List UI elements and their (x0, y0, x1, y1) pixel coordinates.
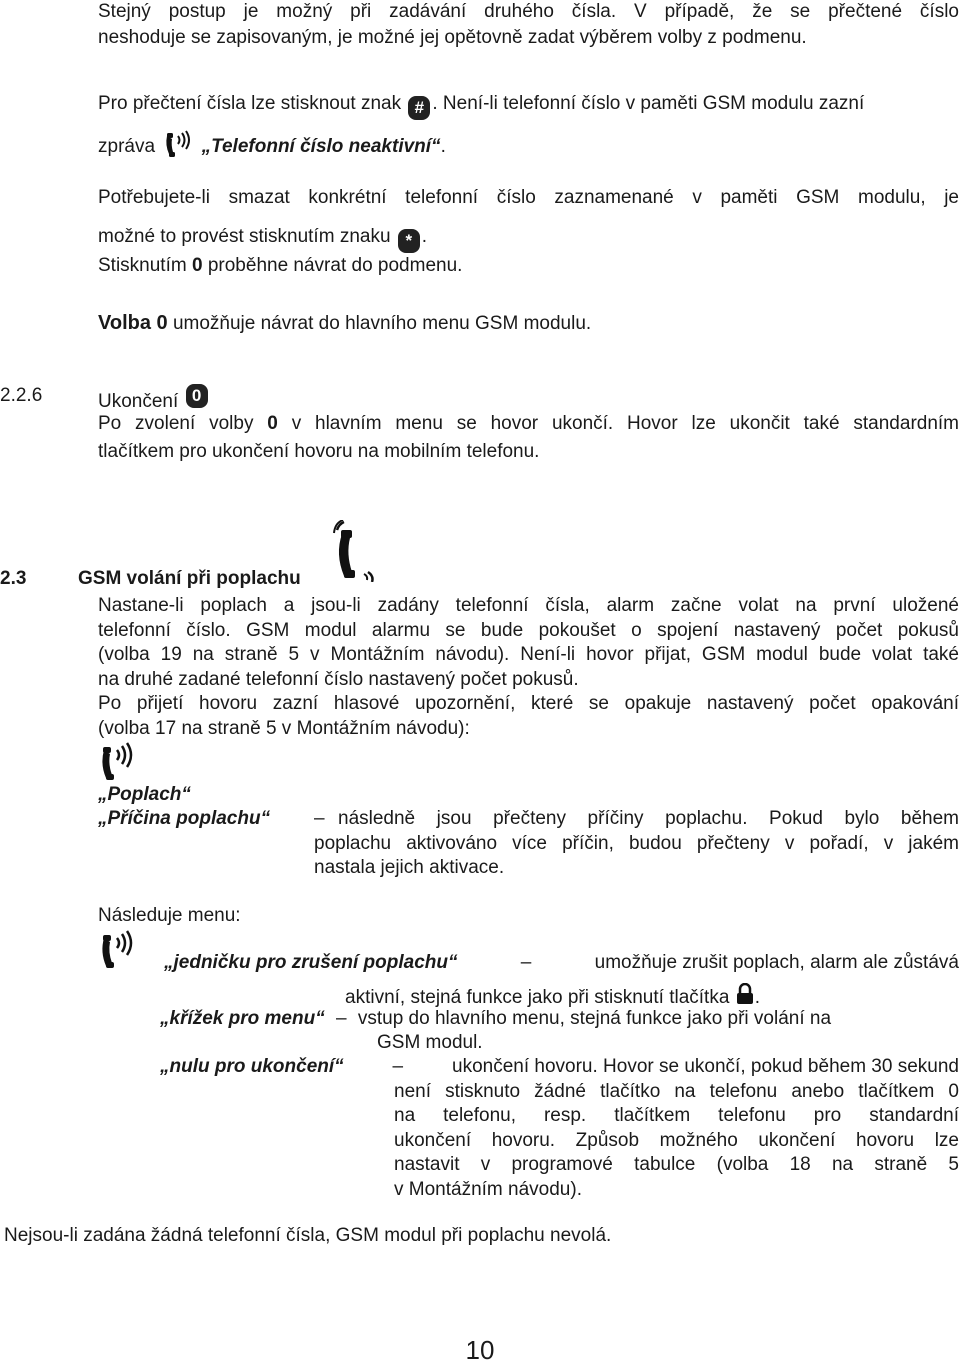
section-226-key: 0 (267, 413, 278, 434)
delete-paragraph-line-2 (98, 225, 959, 253)
hash-key-icon: # (408, 96, 430, 120)
menu-item-zero-line-4: ukončení hovoru. Způsob možného ukončení hovoru lze (394, 1129, 959, 1151)
message-end: . (440, 136, 446, 157)
cause-line-1: následně jsou přečteny příčiny poplachu. Pokud bylo během (338, 808, 959, 829)
volba-text: umožňuje návrat do hlavního menu GSM modulu. (172, 313, 592, 334)
message-text: „Telefonní číslo neaktivní“ (201, 136, 441, 157)
hash-paragraph-line-2 (98, 130, 959, 160)
hash-paragraph-text: Pro přečtení čísla lze stisknout znak (98, 93, 402, 114)
menu-item-zero-dash: – (392, 1056, 404, 1077)
menu-item-cancel-line-2: aktivní, stejná funkce jako při stisknutí tlačítka (345, 987, 730, 1008)
section-23-p2-line-1: Po přijetí hovoru zazní hlasové upozornění, které se opakuje nastavený počet opakování (98, 693, 959, 714)
menu-item-hash-line-2: GSM modul. (377, 1032, 483, 1053)
cause-label: „Příčina poplachu“ (98, 808, 271, 829)
menu-item-cancel-label: „jedničku pro zrušení poplachu“ (164, 952, 458, 973)
cause-line-2: poplachu aktivováno více příčin, budou přečteny v pořadí, v jakém (314, 832, 959, 854)
section-226-line-1 (98, 412, 959, 437)
return-key-zero: 0 (191, 255, 203, 276)
menu-item-zero-line-1: ukončení hovoru. Hovor se ukončí, pokud během 30 sekund (452, 1056, 959, 1077)
volba-paragraph (98, 311, 959, 337)
footer-note: Nejsou-li zadána žádná telefonní čísla, GSM modul při poplachu nevolá. (4, 1225, 612, 1246)
speaking-phone-icon (100, 742, 136, 782)
section-226-text-c: v hlavním menu se hovor ukončí. Hovor lze ukončit také standardním (291, 413, 960, 434)
menu-item-cancel-end: . (754, 987, 760, 1008)
menu-item-hash-line-1: vstup do hlavního menu, stejná funkce jako při volání na (357, 1008, 832, 1029)
message-prefix: zpráva (98, 136, 156, 157)
delete-paragraph-line-3 (98, 254, 959, 279)
section-226-text-a: Po zvolení volby (98, 413, 254, 434)
menu-item-zero-label: „nulu pro ukončení“ (160, 1056, 344, 1077)
intro-line-2: neshoduje se zapisovaným, je možné jej opětovně zadat výběrem volby z podmenu. (98, 27, 807, 48)
return-text-a: Stisknutím (98, 255, 187, 276)
section-226-line-2: tlačítkem pro ukončení hovoru na mobilním telefonu. (98, 441, 540, 462)
cause-dash: – (314, 808, 325, 829)
menu-heading: Následuje menu: (98, 905, 241, 926)
section-226-title: Ukončení (98, 391, 179, 412)
section-23-title: GSM volání při poplachu (78, 568, 301, 589)
section-23-p2-line-2: (volba 17 na straně 5 v Montážním návodu): (98, 717, 470, 739)
cause-line-3: nastala jejich aktivace. (314, 857, 505, 878)
alarm-label: „Poplach“ (98, 784, 191, 805)
delete-paragraph-end: . (421, 226, 428, 247)
section-23-p1-line-4: na druhé zadané telefonní číslo nastavený počet pokusů. (98, 668, 579, 690)
star-key-icon: * (398, 229, 420, 253)
hash-paragraph-text-2: . Není-li telefonní číslo v paměti GSM modulu zazní (432, 93, 865, 114)
section-23-p1-line-1: Nastane-li poplach a jsou-li zadány telefonní čísla, alarm začne volat na první uložené (98, 595, 959, 616)
menu-item-cancel-line-1: umožňuje zrušit poplach, alarm ale zůstává (594, 952, 959, 973)
delete-paragraph-text: možné to provést stisknutím znaku (98, 226, 391, 247)
intro-line-1: Stejný postup je možný při zadávání druhého čísla. V případě, že se přečtené číslo (98, 1, 959, 22)
hash-paragraph-line-1 (98, 92, 959, 120)
menu-item-hash-label: „křížek pro menu“ (160, 1008, 325, 1029)
menu-item-zero-line-5: nastavit v programové tabulce (volba 18 na straně 5 (394, 1154, 959, 1175)
return-text-c: proběhne návrat do podmenu. (207, 255, 463, 276)
menu-item-hash-dash: – (336, 1008, 347, 1029)
ringing-phone-icon (332, 520, 380, 582)
page-number: 10 (465, 1335, 495, 1365)
section-23-p1-line-2: telefonní číslo. GSM modul alarmu se bude pokoušet o spojení nastavený počet pokusů (98, 619, 959, 641)
section-226-number: 2.2.6 (0, 385, 43, 406)
menu-item-cancel-alarm (164, 951, 959, 976)
speaking-phone-icon (100, 930, 136, 970)
section-23-p1-line-3: (volba 19 na straně 5 v Montážním návodu). Není-li hovor přijat, GSM modul bude volat také (98, 644, 959, 665)
menu-item-zero-end (160, 1055, 959, 1080)
menu-item-cancel-dash: – (520, 952, 532, 973)
menu-item-zero-line-6: v Montážním návodu). (394, 1178, 582, 1200)
menu-item-zero-line-3: na telefonu, resp. tlačítkem telefonu pro standardní (394, 1105, 959, 1126)
delete-paragraph-line-1: Potřebujete-li smazat konkrétní telefonní číslo zaznamenané v paměti GSM modulu, je (98, 187, 959, 208)
zero-key-icon: 0 (186, 384, 208, 408)
menu-item-hash-menu (160, 1007, 900, 1032)
section-226-heading (98, 384, 210, 415)
section-23-number: 2.3 (0, 568, 27, 589)
lock-icon (735, 983, 755, 1005)
volba-bold: Volba 0 (98, 312, 168, 334)
speaking-phone-icon (164, 130, 192, 160)
menu-item-zero-line-2: není stisknuto žádné tlačítko na telefonu anebo tlačítkem 0 (394, 1080, 959, 1102)
